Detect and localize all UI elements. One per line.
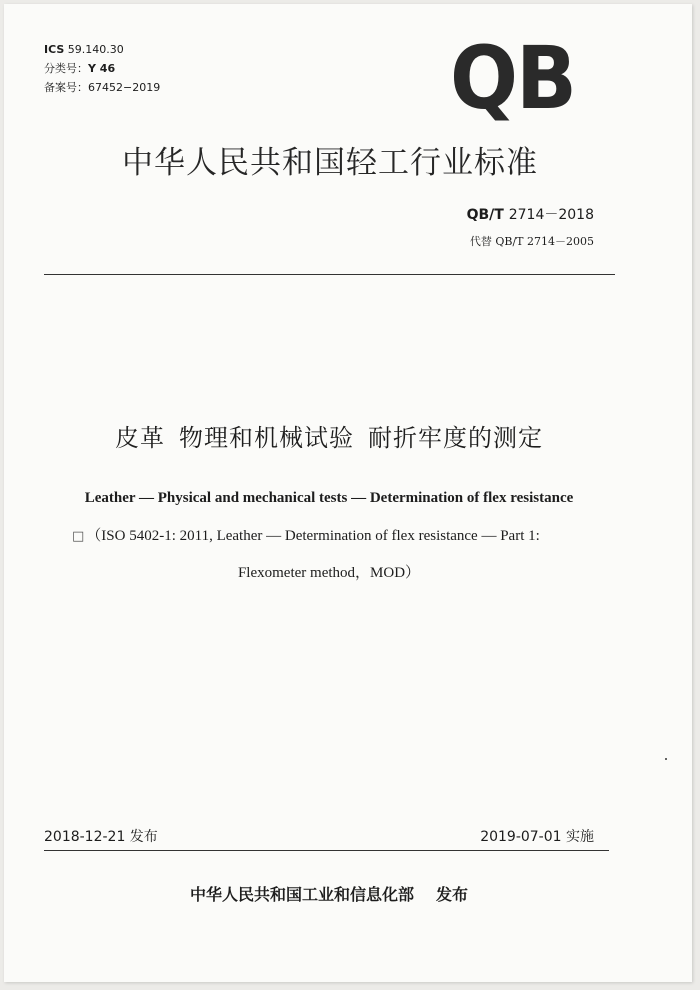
replaces-code: QB/T 2714－2005: [495, 235, 594, 248]
record-label: 备案号：: [44, 81, 88, 94]
iso-reference-line2: Flexometer method，MOD）: [237, 565, 421, 581]
title-cn-part2: 物理和机械试验: [179, 424, 354, 452]
checkbox-glyph: □: [72, 529, 85, 544]
category-value: Y 46: [88, 62, 116, 75]
title-cn-part3: 耐折牢度的测定: [368, 424, 543, 452]
ics-label: ICS: [44, 43, 65, 56]
title-cn-part1: 皮革: [115, 424, 165, 452]
qb-logo: QB: [450, 28, 575, 129]
issuer-name: 中华人民共和国工业和信息化部: [189, 885, 414, 904]
document-page: [4, 4, 692, 982]
classification-block: [44, 40, 160, 97]
record-value: 67452−2019: [88, 81, 161, 94]
iso-reference-line1: [72, 524, 540, 545]
replaces-line: [470, 233, 594, 249]
top-divider: [44, 274, 615, 275]
issue-date: 2018-12-21 发布: [44, 829, 158, 845]
implementation-date: 2019-07-01 实施: [480, 829, 594, 845]
category-line: [44, 59, 160, 78]
standard-number: [467, 204, 594, 224]
title-en: Leather — Physical and mechanical tests — Determination of flex resistance: [84, 490, 574, 506]
replaces-label: 代替: [469, 235, 492, 248]
iso-reference-text1: （ISO 5402-1: 2011, Leather — Determination of flex resistance — Part 1:: [86, 528, 540, 544]
bottom-divider: [44, 850, 609, 851]
title-cn: [4, 418, 654, 453]
ics-line: [44, 40, 160, 59]
standard-prefix: QB/T: [466, 207, 504, 223]
category-label: 分类号：: [44, 62, 88, 75]
issuer: [4, 882, 654, 905]
scan-speck: [665, 758, 667, 760]
record-line: [44, 78, 160, 97]
issuer-action: 发布: [436, 885, 469, 904]
standard-code: 2714－2018: [508, 207, 594, 223]
org-title: 中华人民共和国轻工行业标准: [122, 145, 538, 181]
ics-value: 59.140.30: [67, 43, 124, 56]
